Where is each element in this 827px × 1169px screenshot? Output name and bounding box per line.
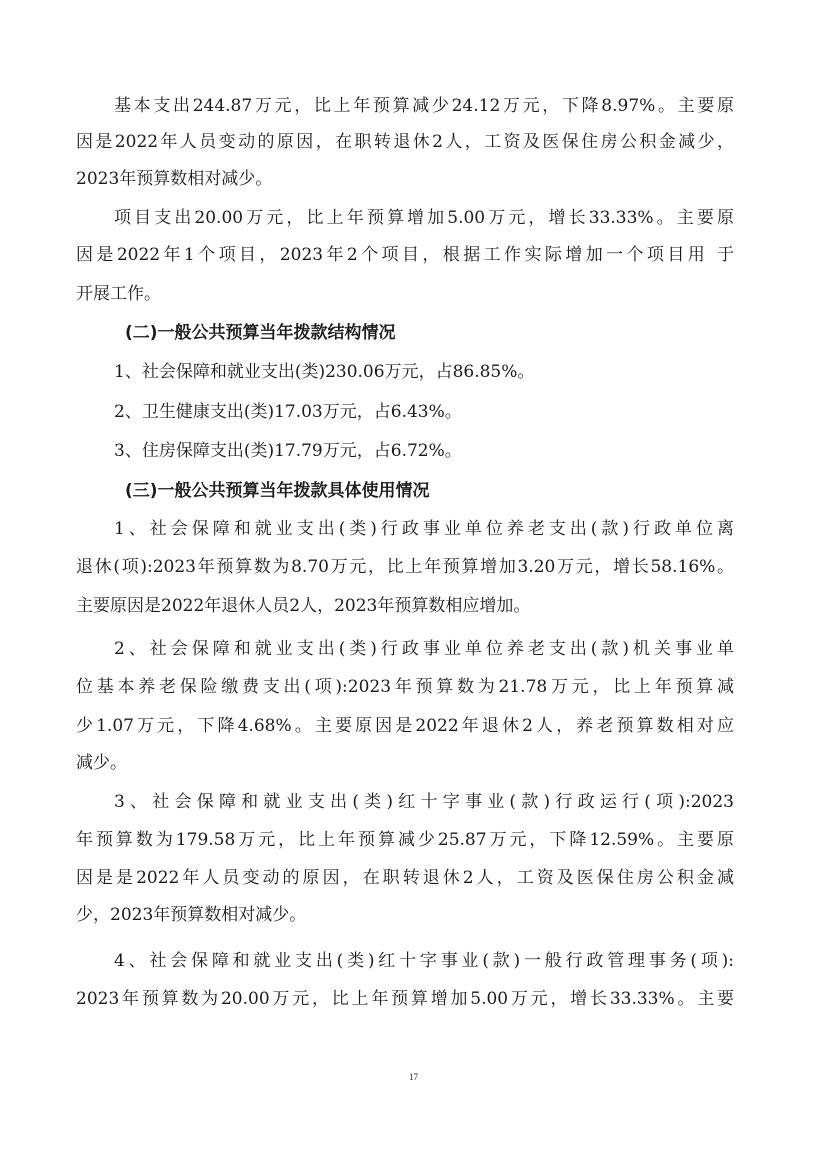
- section-heading-2: (二)一般公共预算当年拨款结构情况: [125, 323, 396, 343]
- text-line: 2、社会保障和就业支出(类)行政事业单位养老支出(款)机关事业单: [114, 639, 734, 659]
- text-line: 项目支出20.00万元，比上年预算增加5.00万元，增长33.33%。主要原: [114, 208, 734, 228]
- section-heading-3: (三)一般公共预算当年拨款具体使用情况: [125, 481, 430, 501]
- text-line: 因是是2022年人员变动的原因，在职转退休2人，工资及医保住房公积金减: [76, 868, 734, 888]
- page-number: 17: [409, 1072, 418, 1082]
- text-line: 位基本养老保险缴费支出(项):2023年预算数为21.78万元，比上年预算减: [76, 677, 734, 697]
- text-line: 少1.07万元，下降4.68%。主要原因是2022年退休2人，养老预算数相对应: [76, 716, 734, 736]
- text-line: 年预算数为179.58万元，比上年预算减少25.87万元，下降12.59%。主要原: [76, 830, 734, 850]
- text-line: 因是2022年人员变动的原因，在职转退休2人，工资及医保住房公积金减少，: [76, 132, 734, 152]
- text-line: 基本支出244.87万元，比上年预算减少24.12万元，下降8.97%。主要原: [114, 96, 734, 116]
- list-item: 1、社会保障和就业支出(类)230.06万元，占86.85%。: [114, 362, 535, 382]
- list-item: 2、卫生健康支出(类)17.03万元，占6.43%。: [114, 402, 462, 422]
- text-line: 开展工作。: [76, 284, 161, 304]
- text-line: 主要原因是2022年退休人员2人，2023年预算数相应增加。: [76, 596, 531, 616]
- text-line: 4、社会保障和就业支出(类)红十字事业(款)一般行政管理事务(项):: [114, 951, 734, 971]
- text-line: 减少。: [76, 753, 127, 773]
- text-line: 2023年预算数相对减少。: [76, 169, 273, 189]
- text-line: 1、社会保障和就业支出(类)行政事业单位养老支出(款)行政单位离: [114, 519, 734, 539]
- text-line: 少，2023年预算数相对减少。: [76, 905, 307, 925]
- list-item: 3、住房保障支出(类)17.79万元，占6.72%。: [114, 441, 462, 461]
- text-line: 2023年预算数为20.00万元，比上年预算增加5.00万元，增长33.33%。主要: [76, 989, 734, 1009]
- text-line: 因是2022年1个项目，2023年2个项目，根据工作实际增加一个项目用 于: [76, 245, 734, 265]
- text-line: 退休(项):2023年预算数为8.70万元，比上年预算增加3.20万元，增长58.16%。: [76, 557, 734, 577]
- text-line: 3、社会保障和就业支出(类)红十字事业(款)行政运行(项):2023: [114, 792, 734, 812]
